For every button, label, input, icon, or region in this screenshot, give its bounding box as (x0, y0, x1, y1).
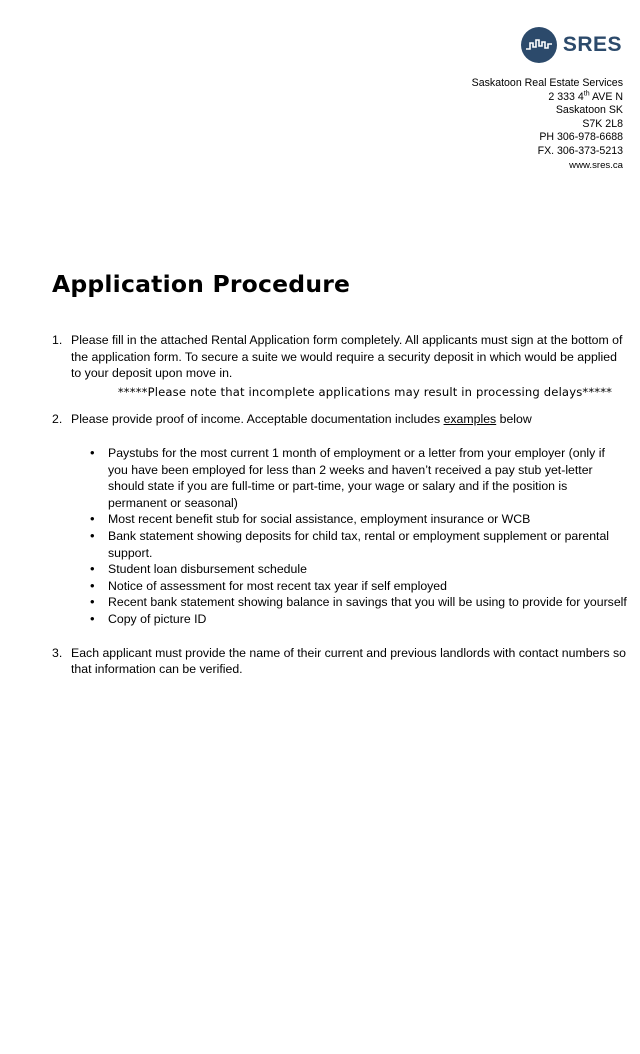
step-text: Please provide proof of income. Acceptable documentation includes examples below (71, 412, 532, 427)
company-name: Saskatoon Real Estate Services (471, 77, 623, 89)
step-text: Please fill in the attached Rental Application form completely. All applicants must sign at the bottom of the application form. To secure a suite we would require a security deposit in which would be applied to your deposit upon move in. (71, 333, 623, 381)
bullet-icon (90, 578, 108, 595)
company-address-block (472, 77, 623, 172)
skyline-icon (521, 27, 557, 63)
step-number: 2. (52, 412, 63, 427)
website: www.sres.ca (569, 159, 623, 171)
logo-wordmark: SRES (562, 33, 622, 56)
list-item: • Most recent benefit stub for social assistance, employment insurance or WCB (90, 511, 627, 528)
list-item: • Paystubs for the most current 1 month of employment or a letter from your employer (only if you have been employed for less than 2 weeks and haven’t received a pay stub yet-letter should state if you are full-time or part-time, your wage or salary and if the position is permanent or seasonal) (90, 445, 627, 511)
step-number: 1. (52, 333, 63, 347)
underlined-examples: examples (443, 412, 497, 427)
phone: PH 306-978-6688 (539, 131, 623, 144)
step-3 (52, 645, 627, 678)
list-item: • Copy of picture ID (90, 611, 627, 628)
list-item: • Student loan disbursement schedule (90, 561, 627, 578)
fax: FX. 306-373-5213 (537, 144, 623, 157)
step-number: 3. (52, 645, 63, 660)
list-item: • Notice of assessment for most recent tax year if self employed (90, 578, 627, 595)
bullet-icon (90, 511, 108, 528)
step-1 (52, 332, 627, 400)
procedure-list (52, 332, 627, 678)
bullet-icon (90, 445, 108, 511)
city: Saskatoon SK (555, 104, 623, 117)
list-item: • Bank statement showing deposits for child tax, rental or employment supplement or parental support. (90, 528, 627, 561)
bullet-icon (90, 611, 108, 628)
list-item: • Recent bank statement showing balance in savings that you will be using to provide for yourself (90, 594, 627, 611)
bullet-icon (90, 594, 108, 611)
bullet-icon (90, 561, 108, 578)
step-2 (52, 411, 627, 428)
income-documents-list (52, 445, 627, 628)
street-address: 2 333 4th AVE N (548, 90, 623, 103)
company-logo (521, 27, 622, 63)
page-title: Application Procedure (52, 270, 351, 298)
step-text: Each applicant must provide the name of their current and previous landlords with contact numbers so that information can be verified. (71, 645, 627, 677)
postal-code: S7K 2L8 (582, 117, 623, 130)
bullet-icon (90, 528, 108, 561)
incomplete-note: *****Please note that incomplete applications may result in processing delays***** (117, 384, 613, 399)
